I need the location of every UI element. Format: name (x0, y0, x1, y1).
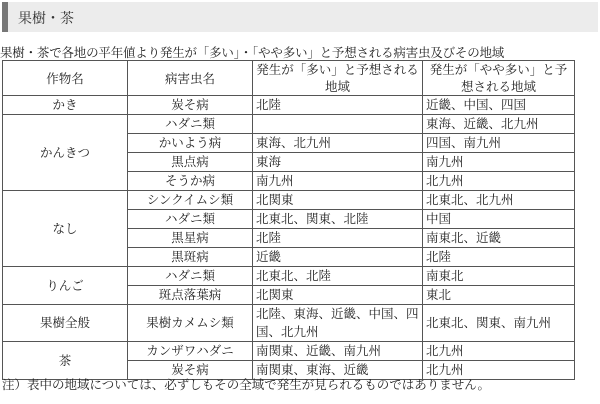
crop-cell: 茶 (3, 342, 128, 380)
table-row (3, 96, 575, 115)
many-area-cell: 東海 (253, 153, 423, 172)
pest-cell: 斑点落葉病 (128, 286, 253, 305)
header-some: 発生が「やや多い」と予想される地域 (423, 61, 575, 96)
section-title: 果樹・茶 (18, 11, 74, 27)
pest-cell: カンザワハダニ (128, 342, 253, 361)
pest-cell: 炭そ病 (128, 361, 253, 380)
table-row (3, 115, 575, 134)
some-area-cell: 北九州 (423, 361, 575, 380)
many-area-cell: 北陸、東海、近畿、中国、四国、北九州 (253, 305, 423, 342)
many-area-cell: 南九州 (253, 172, 423, 191)
pest-cell: 果樹カメムシ類 (128, 305, 253, 342)
table-row (3, 191, 575, 210)
intro-text: 果樹・茶で各地の平年値より発生が「多い」・「やや多い」と予想される病害虫及びその地域 (0, 45, 505, 60)
crop-cell: かんきつ (3, 115, 128, 191)
pest-cell: ハダニ類 (128, 210, 253, 229)
pest-cell: かいよう病 (128, 134, 253, 153)
many-area-cell: 北関東 (253, 286, 423, 305)
some-area-cell: 四国、南九州 (423, 134, 575, 153)
section-header (2, 2, 598, 32)
table-row (3, 305, 575, 342)
pest-cell: ハダニ類 (128, 115, 253, 134)
many-area-cell (253, 115, 423, 134)
crop-cell: かき (3, 96, 128, 115)
some-area-cell: 近畿、中国、四国 (423, 96, 575, 115)
many-area-cell: 北陸 (253, 229, 423, 248)
some-area-cell: 南東北 (423, 267, 575, 286)
many-area-cell: 北陸 (253, 96, 423, 115)
pest-cell: 炭そ病 (128, 96, 253, 115)
some-area-cell: 東北 (423, 286, 575, 305)
many-area-cell: 近畿 (253, 248, 423, 267)
many-area-cell: 北関東 (253, 191, 423, 210)
table-row (3, 342, 575, 361)
table-row (3, 267, 575, 286)
header-many: 発生が「多い」と予想される地域 (253, 61, 423, 96)
pest-cell: 黒星病 (128, 229, 253, 248)
pest-forecast-table (2, 60, 575, 380)
header-pest: 病害虫名 (128, 61, 253, 96)
crop-cell: りんご (3, 267, 128, 305)
many-area-cell: 南関東、東海、近畿 (253, 361, 423, 380)
crop-cell: なし (3, 191, 128, 267)
pest-cell: シンクイムシ類 (128, 191, 253, 210)
pest-cell: そうか病 (128, 172, 253, 191)
header-crop: 作物名 (3, 61, 128, 96)
some-area-cell: 北九州 (423, 342, 575, 361)
some-area-cell: 北東北、関東、南九州 (423, 305, 575, 342)
some-area-cell: 北東北、北九州 (423, 191, 575, 210)
pest-cell: ハダニ類 (128, 267, 253, 286)
pest-cell: 黒点病 (128, 153, 253, 172)
some-area-cell: 中国 (423, 210, 575, 229)
footnote: 注）表中の地域については、必ずしもその全域で発生が見られるものではありません。 (2, 377, 491, 392)
many-area-cell: 南関東、近畿、南九州 (253, 342, 423, 361)
some-area-cell: 北九州 (423, 172, 575, 191)
table-body (3, 96, 575, 380)
some-area-cell: 南九州 (423, 153, 575, 172)
some-area-cell: 南東北、近畿 (423, 229, 575, 248)
many-area-cell: 北東北、関東、北陸 (253, 210, 423, 229)
many-area-cell: 東海、北九州 (253, 134, 423, 153)
some-area-cell: 北陸 (423, 248, 575, 267)
some-area-cell: 東海、近畿、北九州 (423, 115, 575, 134)
pest-cell: 黒斑病 (128, 248, 253, 267)
many-area-cell: 北東北、北陸 (253, 267, 423, 286)
crop-cell: 果樹全般 (3, 305, 128, 342)
table-header-row (3, 61, 575, 96)
